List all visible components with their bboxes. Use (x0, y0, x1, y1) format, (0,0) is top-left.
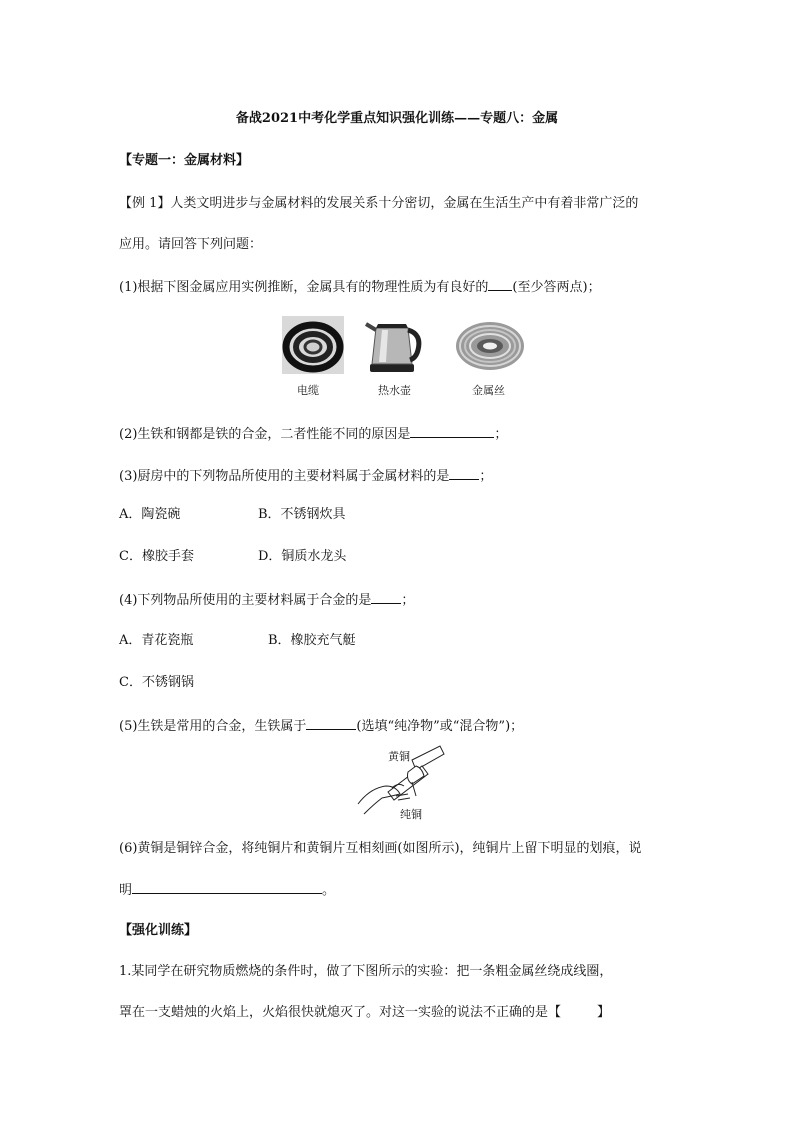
option-3d: D．铜质水龙头 (258, 549, 347, 564)
training-1-line2 (119, 1004, 610, 1022)
answer-blank-2[interactable] (410, 424, 494, 438)
section-heading-training: 【强化训练】 (119, 923, 198, 938)
question-1-text: (1)根据下图金属应用实例推断，金属具有的物理性质为有良好的 (119, 280, 489, 295)
question-3 (119, 466, 492, 486)
question-3-suffix: ； (479, 469, 493, 484)
section-heading-materials: 【专题一：金属材料】 (119, 153, 250, 168)
option-4c: C．不锈钢锅 (119, 675, 194, 690)
training-1-suffix: 】 (597, 1005, 611, 1020)
training-1-text: 罩在一支蜡烛的火焰上，火焰很快就熄灭了。对这一实验的说法不正确的是【 (119, 1005, 562, 1020)
question-6-text: 明 (119, 883, 133, 898)
option-4a: A．青花瓷瓶 (119, 633, 194, 648)
question-5-text: (5)生铁是常用的合金，生铁属于 (119, 719, 307, 734)
option-4b: B．橡胶充气艇 (268, 633, 356, 648)
option-3b: B．不锈钢炊具 (258, 507, 346, 522)
question-4-text: (4)下列物品所使用的主要材料属于合金的是 (119, 593, 372, 608)
answer-blank-4[interactable] (371, 590, 401, 604)
answer-blank-6[interactable] (132, 880, 322, 894)
caption-cable: 电缆 (297, 384, 319, 397)
answer-blank-3[interactable] (449, 466, 479, 480)
caption-kettle: 热水壶 (378, 384, 411, 397)
question-2-suffix: ； (494, 427, 508, 442)
label-pure-copper: 纯铜 (400, 808, 422, 821)
question-3-text: (3)厨房中的下列物品所使用的主要材料属于金属材料的是 (119, 469, 450, 484)
caption-wire: 金属丝 (472, 384, 505, 397)
question-4-suffix: ； (401, 593, 415, 608)
metal-wire-image (454, 316, 526, 374)
question-2-text: (2)生铁和钢都是铁的合金，二者性能不同的原因是 (119, 427, 411, 442)
metal-examples-figure (282, 316, 532, 376)
answer-blank-5[interactable] (306, 716, 356, 730)
example-text-line1: 【例 1】人类文明进步与金属材料的发展关系十分密切，金属在生活生产中有着非常广泛的 (119, 196, 639, 211)
question-6-suffix: 。 (322, 883, 336, 898)
example-text-line2: 应用。请回答下列问题： (119, 237, 263, 252)
question-1-suffix: (至少答两点)； (512, 280, 601, 295)
kettle-image (362, 316, 422, 374)
question-6-line2 (119, 880, 335, 900)
question-2 (119, 424, 507, 444)
question-1 (119, 277, 601, 297)
label-brass: 黄铜 (388, 750, 410, 763)
option-3a: A．陶瓷碗 (119, 507, 181, 522)
cable-image (282, 316, 344, 374)
question-6-line1: (6)黄铜是铜锌合金，将纯铜片和黄铜片互相刻画(如图所示)，纯铜片上留下明显的划痕，说 (119, 841, 642, 856)
answer-blank-1[interactable] (488, 277, 512, 291)
training-1-line1: 1.某同学在研究物质燃烧的条件时，做了下图所示的实验：把一条粗金属丝绕成线圈， (119, 964, 613, 979)
question-5 (119, 716, 523, 736)
page-title: 备战2021中考化学重点知识强化训练——专题八：金属 (235, 111, 559, 126)
question-4 (119, 590, 414, 610)
option-3c: C．橡胶手套 (119, 549, 194, 564)
question-5-suffix: (选填“纯净物”或“混合物”)； (356, 719, 524, 734)
